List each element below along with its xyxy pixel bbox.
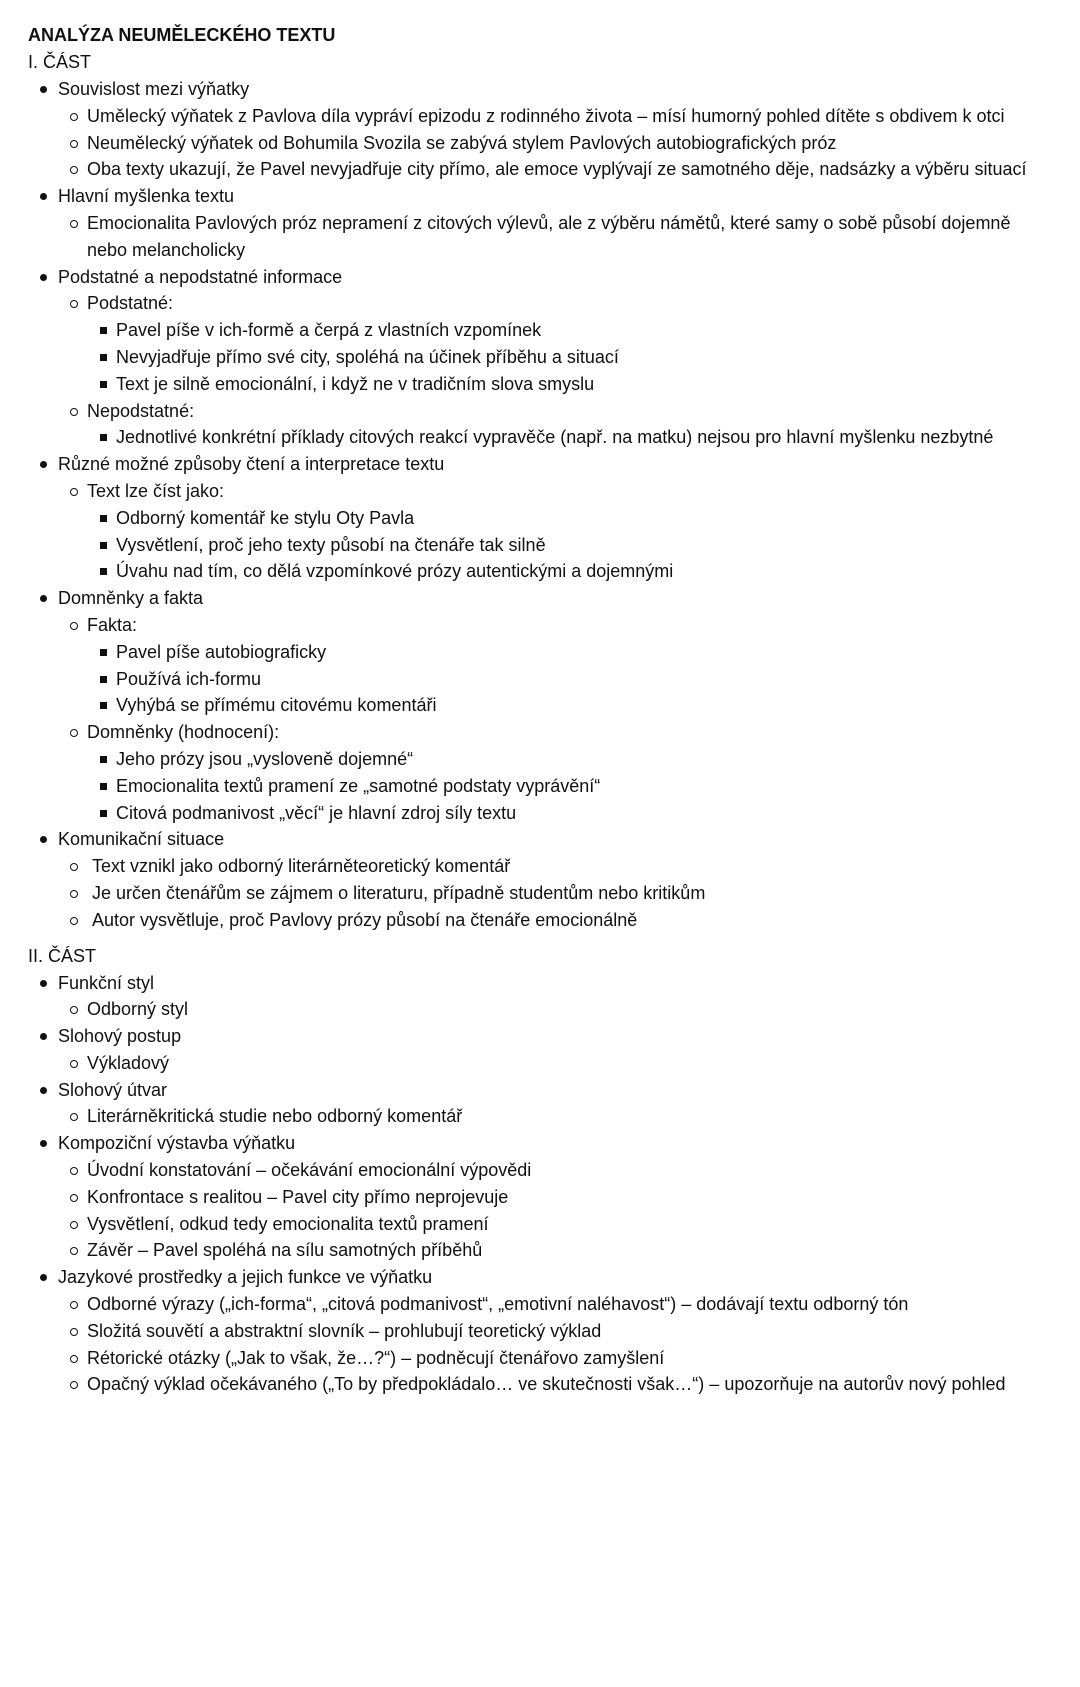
bullet-square-icon: [100, 354, 107, 361]
sub-sub-list-item: [87, 746, 1080, 773]
sub-list: [58, 612, 1080, 826]
sub-sub-list-item: [87, 505, 1080, 532]
sub-list: [58, 290, 1080, 451]
bullet-disc-icon: [40, 86, 47, 93]
bullet-circle-icon: [70, 140, 78, 148]
sub-sub-list: [87, 505, 1080, 585]
bullet-circle-icon: [70, 113, 78, 121]
bullet-circle-icon: [70, 1113, 78, 1121]
sub-sub-list-item-text: Vysvětlení, proč jeho texty působí na čtenáře tak silně: [116, 534, 546, 555]
sub-list: [58, 1157, 1080, 1264]
bullet-circle-icon: [70, 408, 78, 416]
bullet-circle-icon: [70, 1355, 78, 1363]
bullet-circle-icon: [70, 488, 78, 496]
list-item: [28, 1077, 1080, 1131]
bullet-disc-icon: [40, 274, 47, 281]
sub-list-item-text: Rétorické otázky („Jak to však, že…?“) – podněcují čtenářovo zamyšlení: [87, 1347, 665, 1368]
part-2-list: [28, 970, 1080, 1399]
sub-sub-list-item: [87, 666, 1080, 693]
bullet-disc-icon: [40, 193, 47, 200]
bullet-circle-icon: [70, 1381, 78, 1389]
sub-list-item-text: Nepodstatné:: [87, 400, 195, 421]
bullet-disc-icon: [40, 836, 47, 843]
bullet-square-icon: [100, 327, 107, 334]
sub-list-item-text: Úvodní konstatování – očekávání emocionální výpovědi: [87, 1160, 532, 1181]
bullet-square-icon: [100, 702, 107, 709]
bullet-circle-icon: [70, 300, 78, 308]
sub-sub-list-item-text: Nevyjadřuje přímo své city, spoléhá na účinek příběhu a situací: [116, 346, 619, 367]
bullet-circle-icon: [70, 1060, 78, 1068]
bullet-square-icon: [100, 783, 107, 790]
bullet-circle-icon: [70, 1006, 78, 1014]
sub-list-item-text: Odborný styl: [87, 999, 189, 1020]
sub-list-item-text: Text lze číst jako:: [87, 480, 225, 501]
bullet-disc-icon: [40, 461, 47, 468]
sub-sub-list-item: [87, 800, 1080, 827]
list-item-label: Podstatné a nepodstatné informace: [58, 266, 343, 287]
sub-sub-list-item: [87, 639, 1080, 666]
sub-list-item-text: Výkladový: [87, 1052, 170, 1073]
bullet-circle-icon: [70, 729, 78, 737]
bullet-circle-icon: [70, 917, 78, 925]
sub-list-item: [58, 1318, 1080, 1345]
sub-list-item-text: Fakta:: [87, 614, 138, 635]
sub-sub-list-item: [87, 317, 1080, 344]
list-item: [28, 183, 1080, 263]
list-item: [28, 1264, 1080, 1398]
sub-sub-list-item-text: Úvahu nad tím, co dělá vzpomínkové prózy autentickými a dojemnými: [116, 561, 674, 582]
bullet-square-icon: [100, 381, 107, 388]
list-item-label: Souvislost mezi výňatky: [58, 79, 250, 99]
list-item: [28, 1023, 1080, 1077]
bullet-circle-icon: [70, 1167, 78, 1175]
list-item: [28, 76, 1080, 183]
part-1-heading: I. ČÁST: [28, 52, 92, 72]
part-1-list: [28, 76, 1080, 934]
sub-sub-list-item-text: Jeho prózy jsou „vysloveně dojemné“: [116, 748, 414, 769]
bullet-disc-icon: [40, 595, 47, 602]
bullet-square-icon: [100, 756, 107, 763]
list-item-label: Slohový postup: [58, 1026, 182, 1047]
bullet-square-icon: [100, 434, 107, 441]
list-item-label: Domněnky a fakta: [58, 588, 204, 609]
sub-sub-list: [87, 317, 1080, 397]
sub-list-item-text: Umělecký výňatek z Pavlova díla vypráví epizodu z rodinného života – mísí humorný pohled dítěte s obdivem k otci: [87, 105, 1005, 126]
bullet-square-icon: [100, 568, 107, 575]
sub-sub-list-item: [87, 773, 1080, 800]
bullet-square-icon: [100, 515, 107, 522]
sub-sub-list: [87, 746, 1080, 826]
bullet-disc-icon: [40, 1087, 47, 1094]
sub-list-item-text: Literárněkritická studie nebo odborný komentář: [87, 1106, 463, 1127]
sub-sub-list-item: [87, 692, 1080, 719]
sub-list-item: [58, 478, 1080, 585]
list-item-label: Komunikační situace: [58, 829, 225, 850]
sub-sub-list-item-text: Vyhýbá se přímému citovému komentáři: [116, 695, 437, 716]
bullet-circle-icon: [70, 166, 78, 174]
sub-sub-list-item: [87, 371, 1080, 398]
sub-sub-list-item-text: Pavel píše autobiograficky: [116, 641, 327, 662]
sub-sub-list-item-text: Emocionalita textů pramení ze „samotné podstaty vyprávění“: [116, 775, 601, 796]
list-item-label: Jazykové prostředky a jejich funkce ve výňatku: [58, 1267, 433, 1288]
bullet-circle-icon: [70, 1328, 78, 1336]
bullet-disc-icon: [40, 980, 47, 987]
bullet-disc-icon: [40, 1140, 47, 1147]
bullet-circle-icon: [70, 1247, 78, 1255]
sub-list-item: [58, 210, 1080, 264]
sub-list-item-text: Závěr – Pavel spoléhá na sílu samotných příběhů: [87, 1240, 483, 1261]
part-2-heading: II. ČÁST: [28, 945, 97, 966]
sub-list-item-text: Emocionalita Pavlových próz nepramení z citových výlevů, ale z výběru námětů, které samy o sobě působí dojemně nebo melancholicky: [87, 212, 1016, 260]
list-item: [28, 1130, 1080, 1264]
sub-list-item: [58, 996, 1080, 1023]
sub-list-item: [58, 290, 1080, 397]
sub-list-item-text: Oba texty ukazují, že Pavel nevyjadřuje city přímo, ale emoce vyplývají ze samotného děje, nadsázky a výběru situací: [87, 159, 1027, 180]
sub-list-item-text: Neumělecký výňatek od Bohumila Svozila se zabývá stylem Pavlových autobiografických próz: [87, 132, 837, 153]
bullet-circle-icon: [70, 1221, 78, 1229]
sub-list-item-text: Domněnky (hodnocení):: [87, 722, 280, 743]
sub-list-item: [58, 398, 1080, 452]
sub-list: [58, 1103, 1080, 1130]
sub-sub-list-item: [87, 532, 1080, 559]
sub-list-item-text: Složitá souvětí a abstraktní slovník – prohlubují teoretický výklad: [87, 1320, 602, 1341]
sub-list-item: [58, 1345, 1080, 1372]
list-item-label: Kompoziční výstavba výňatku: [58, 1133, 296, 1154]
sub-sub-list-item: [87, 344, 1080, 371]
sub-list-item-text: Odborné výrazy („ich-forma“, „citová podmanivost“, „emotivní naléhavost“) – dodávají textu odborný tón: [87, 1294, 909, 1315]
sub-list: [58, 103, 1080, 183]
bullet-square-icon: [100, 542, 107, 549]
bullet-circle-icon: [70, 1194, 78, 1202]
sub-list-item: [58, 880, 1080, 907]
sub-list-item: [58, 156, 1080, 183]
sub-sub-list-item: [87, 424, 1080, 451]
sub-list: [58, 996, 1080, 1023]
sub-list-item-text: Text vznikl jako odborný literárněteoretický komentář: [87, 856, 511, 877]
list-item: [28, 585, 1080, 826]
bullet-disc-icon: [40, 1274, 47, 1281]
bullet-circle-icon: [70, 622, 78, 630]
sub-sub-list-item-text: Pavel píše v ich-formě a čerpá z vlastních vzpomínek: [116, 320, 542, 341]
sub-list-item: [58, 1211, 1080, 1238]
sub-list-item: [58, 103, 1080, 130]
list-item-label: Slohový útvar: [58, 1079, 168, 1100]
sub-list: [58, 210, 1080, 264]
bullet-circle-icon: [70, 220, 78, 228]
list-item: [28, 970, 1080, 1024]
list-item: [28, 264, 1080, 452]
sub-list-item-text: Konfrontace s realitou – Pavel city přímo neprojevuje: [87, 1186, 509, 1207]
sub-list-item: [58, 1371, 1080, 1398]
bullet-square-icon: [100, 649, 107, 656]
sub-list-item: [58, 853, 1080, 880]
bullet-circle-icon: [70, 863, 78, 871]
sub-list-item: [58, 1291, 1080, 1318]
sub-sub-list: [87, 424, 1080, 451]
bullet-circle-icon: [70, 890, 78, 898]
sub-list-item: [58, 1184, 1080, 1211]
sub-list-item: [58, 1050, 1080, 1077]
sub-sub-list-item: [87, 558, 1080, 585]
sub-list: [58, 478, 1080, 585]
list-item: [28, 451, 1080, 585]
sub-list-item: [58, 1157, 1080, 1184]
sub-list-item-text: Podstatné:: [87, 293, 174, 314]
bullet-circle-icon: [70, 1301, 78, 1309]
sub-list-item-text: Opačný výklad očekávaného („To by předpokládalo… ve skutečnosti však…“) – upozorňuje na autorův nový pohled: [87, 1374, 1006, 1395]
sub-sub-list-item-text: Text je silně emocionální, i když ne v tradičním slova smyslu: [116, 373, 595, 394]
sub-list-item: [58, 130, 1080, 157]
sub-sub-list-item-text: Používá ich-formu: [116, 668, 262, 689]
sub-list-item-text: Vysvětlení, odkud tedy emocionalita textů pramení: [87, 1213, 489, 1234]
sub-list-item: [58, 1103, 1080, 1130]
sub-list-item-text: Je určen čtenářům se zájmem o literaturu, případně studentům nebo kritikům: [87, 882, 706, 903]
sub-sub-list-item-text: Odborný komentář ke stylu Oty Pavla: [116, 507, 415, 528]
sub-sub-list-item-text: Jednotlivé konkrétní příklady citových reakcí vypravěče (např. na matku) nejsou pro hlavní myšlenku nezbytné: [116, 427, 994, 448]
bullet-square-icon: [100, 676, 107, 683]
sub-list-item-text: Autor vysvětluje, proč Pavlovy prózy působí na čtenáře emocionálně: [87, 909, 638, 930]
sub-list-item: [58, 1237, 1080, 1264]
list-item-label: Hlavní myšlenka textu: [58, 186, 235, 207]
sub-list-item: [58, 719, 1080, 826]
bullet-square-icon: [100, 810, 107, 817]
list-item-label: Funkční styl: [58, 972, 155, 993]
sub-sub-list-item-text: Citová podmanivost „věcí“ je hlavní zdroj síly textu: [116, 802, 517, 823]
sub-list: [58, 1291, 1080, 1398]
bullet-disc-icon: [40, 1033, 47, 1040]
sub-list: [58, 1050, 1080, 1077]
sub-sub-list: [87, 639, 1080, 719]
document-title: ANALÝZA NEUMĚLECKÉHO TEXTU: [28, 25, 336, 45]
sub-list-item: [58, 612, 1080, 719]
sub-list: [58, 853, 1080, 933]
list-item: [28, 826, 1080, 933]
list-item-label: Různé možné způsoby čtení a interpretace textu: [58, 454, 445, 475]
sub-list-item: [58, 907, 1080, 934]
